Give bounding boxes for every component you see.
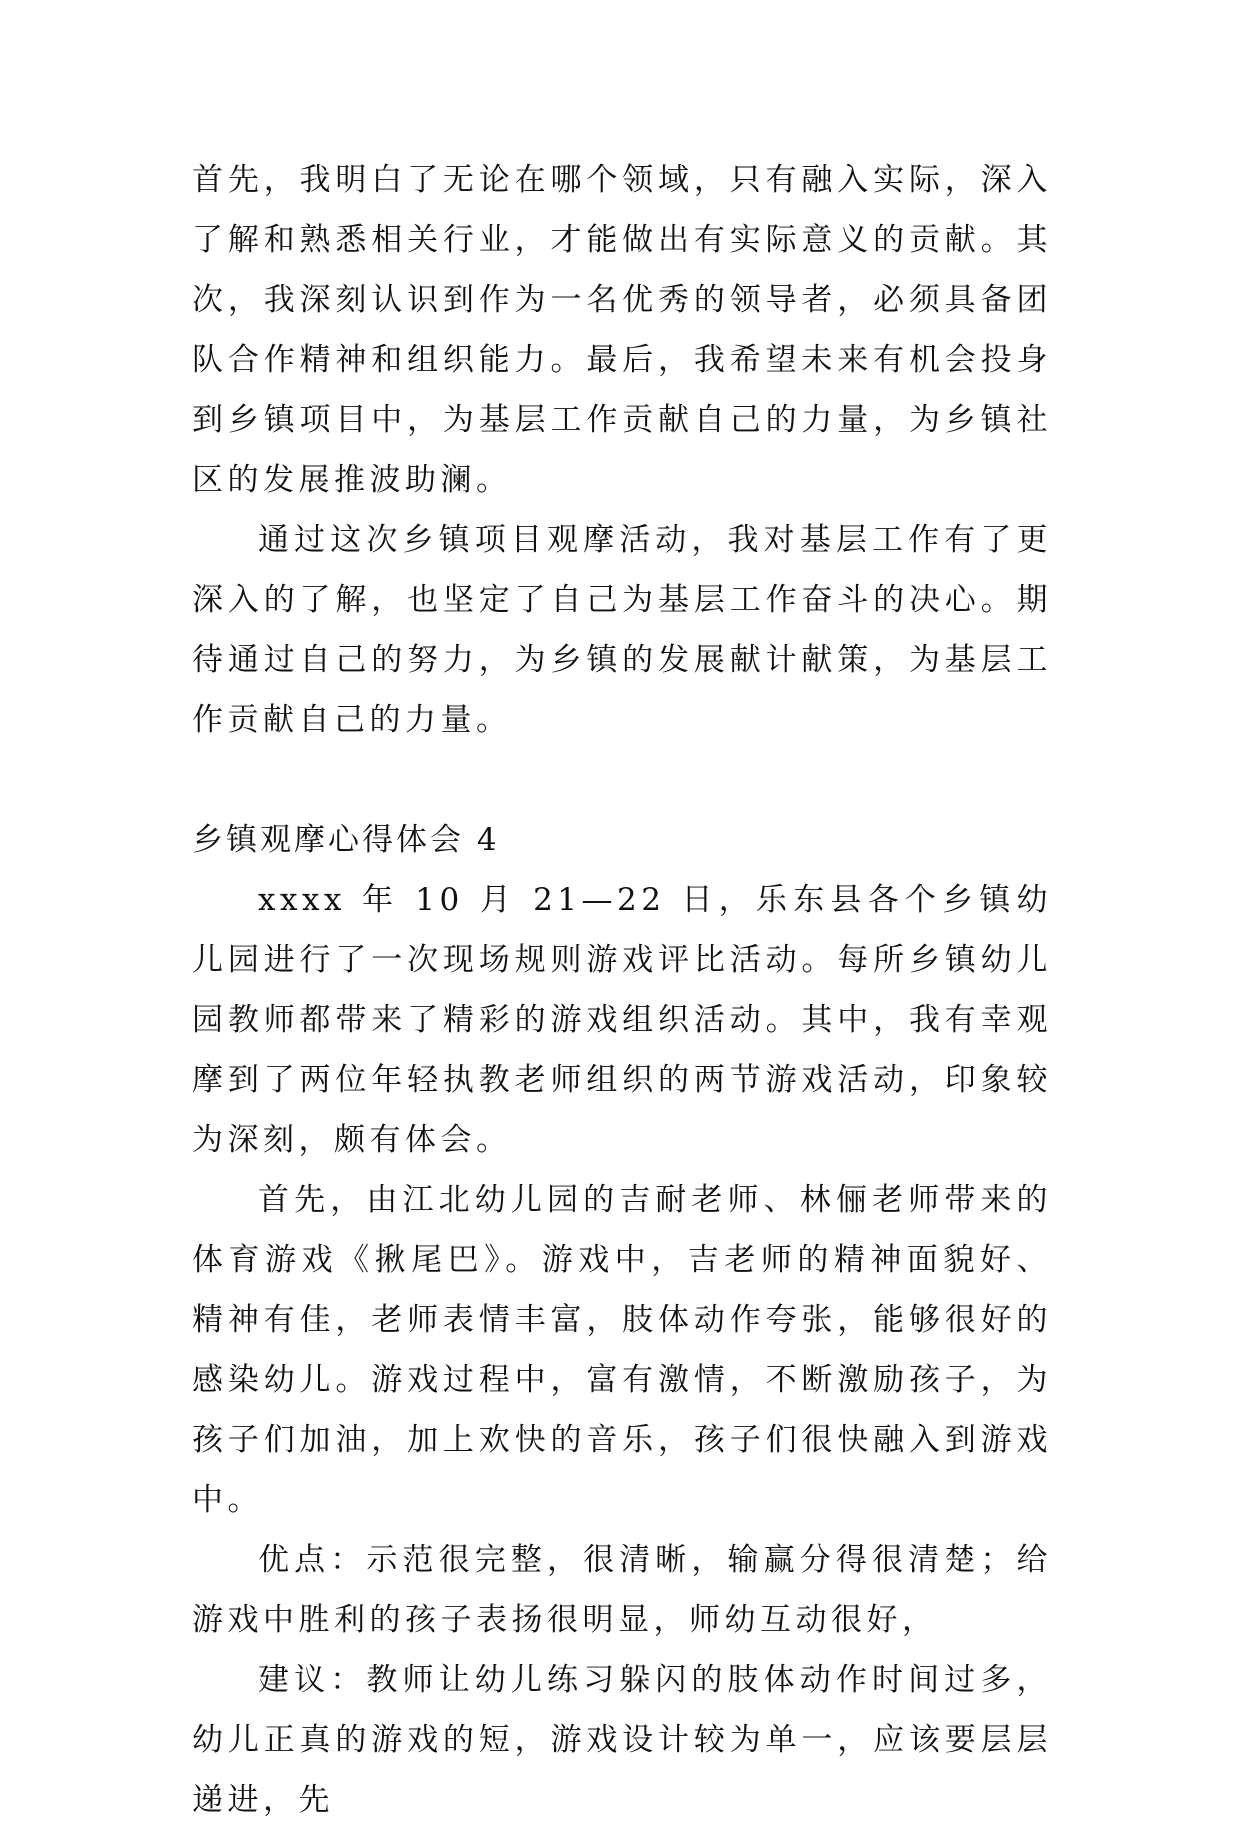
paragraph-first-game: 首先，由江北幼儿园的吉耐老师、林俪老师带来的体育游戏《揪尾巴》。游戏中，吉老师的精神面貌好、精神有佳，老师表情丰富，肢体动作夸张，能够很好的感染幼儿。游戏过程中，富有激情，不断激励孩子，为孩子们加油，加上欢快的音乐，孩子们很快融入到游戏中。 — [192, 1182, 1052, 1518]
paragraph-suggestions: 建议：教师让幼儿练习躲闪的肢体动作时间过多，幼儿正真的游戏的短，游戏设计较为单一，应该要层层递进，先 — [192, 1662, 1052, 1818]
paragraph-summary: 通过这次乡镇项目观摩活动，我对基层工作有了更深入的了解，也坚定了自己为基层工作奋斗的决心。期待通过自己的努力，为乡镇的发展献计献策，为基层工作贡献自己的力量。 — [192, 522, 1052, 738]
document-body — [192, 150, 1052, 1830]
section-title: 乡镇观摩心得体会 4 — [192, 822, 500, 858]
paragraph-event-intro: xxxx 年 10 月 21—22 日，乐东县各个乡镇幼儿园进行了一次现场规则游戏评比活动。每所乡镇幼儿园教师都带来了精彩的游戏组织活动。其中，我有幸观摩到了两位年轻执教老师组织的两节游戏活动，印象较为深刻，颇有体会。 — [192, 882, 1052, 1158]
paragraph-conclusion-points: 首先，我明白了无论在哪个领域，只有融入实际，深入了解和熟悉相关行业，才能做出有实际意义的贡献。其次，我深刻认识到作为一名优秀的领导者，必须具备团队合作精神和组织能力。最后，我希望未来有机会投身到乡镇项目中，为基层工作贡献自己的力量，为乡镇社区的发展推波助澜。 — [192, 162, 1052, 498]
paragraph-advantages: 优点：示范很完整，很清晰，输赢分得很清楚；给游戏中胜利的孩子表扬很明显，师幼互动很好， — [192, 1542, 1052, 1638]
